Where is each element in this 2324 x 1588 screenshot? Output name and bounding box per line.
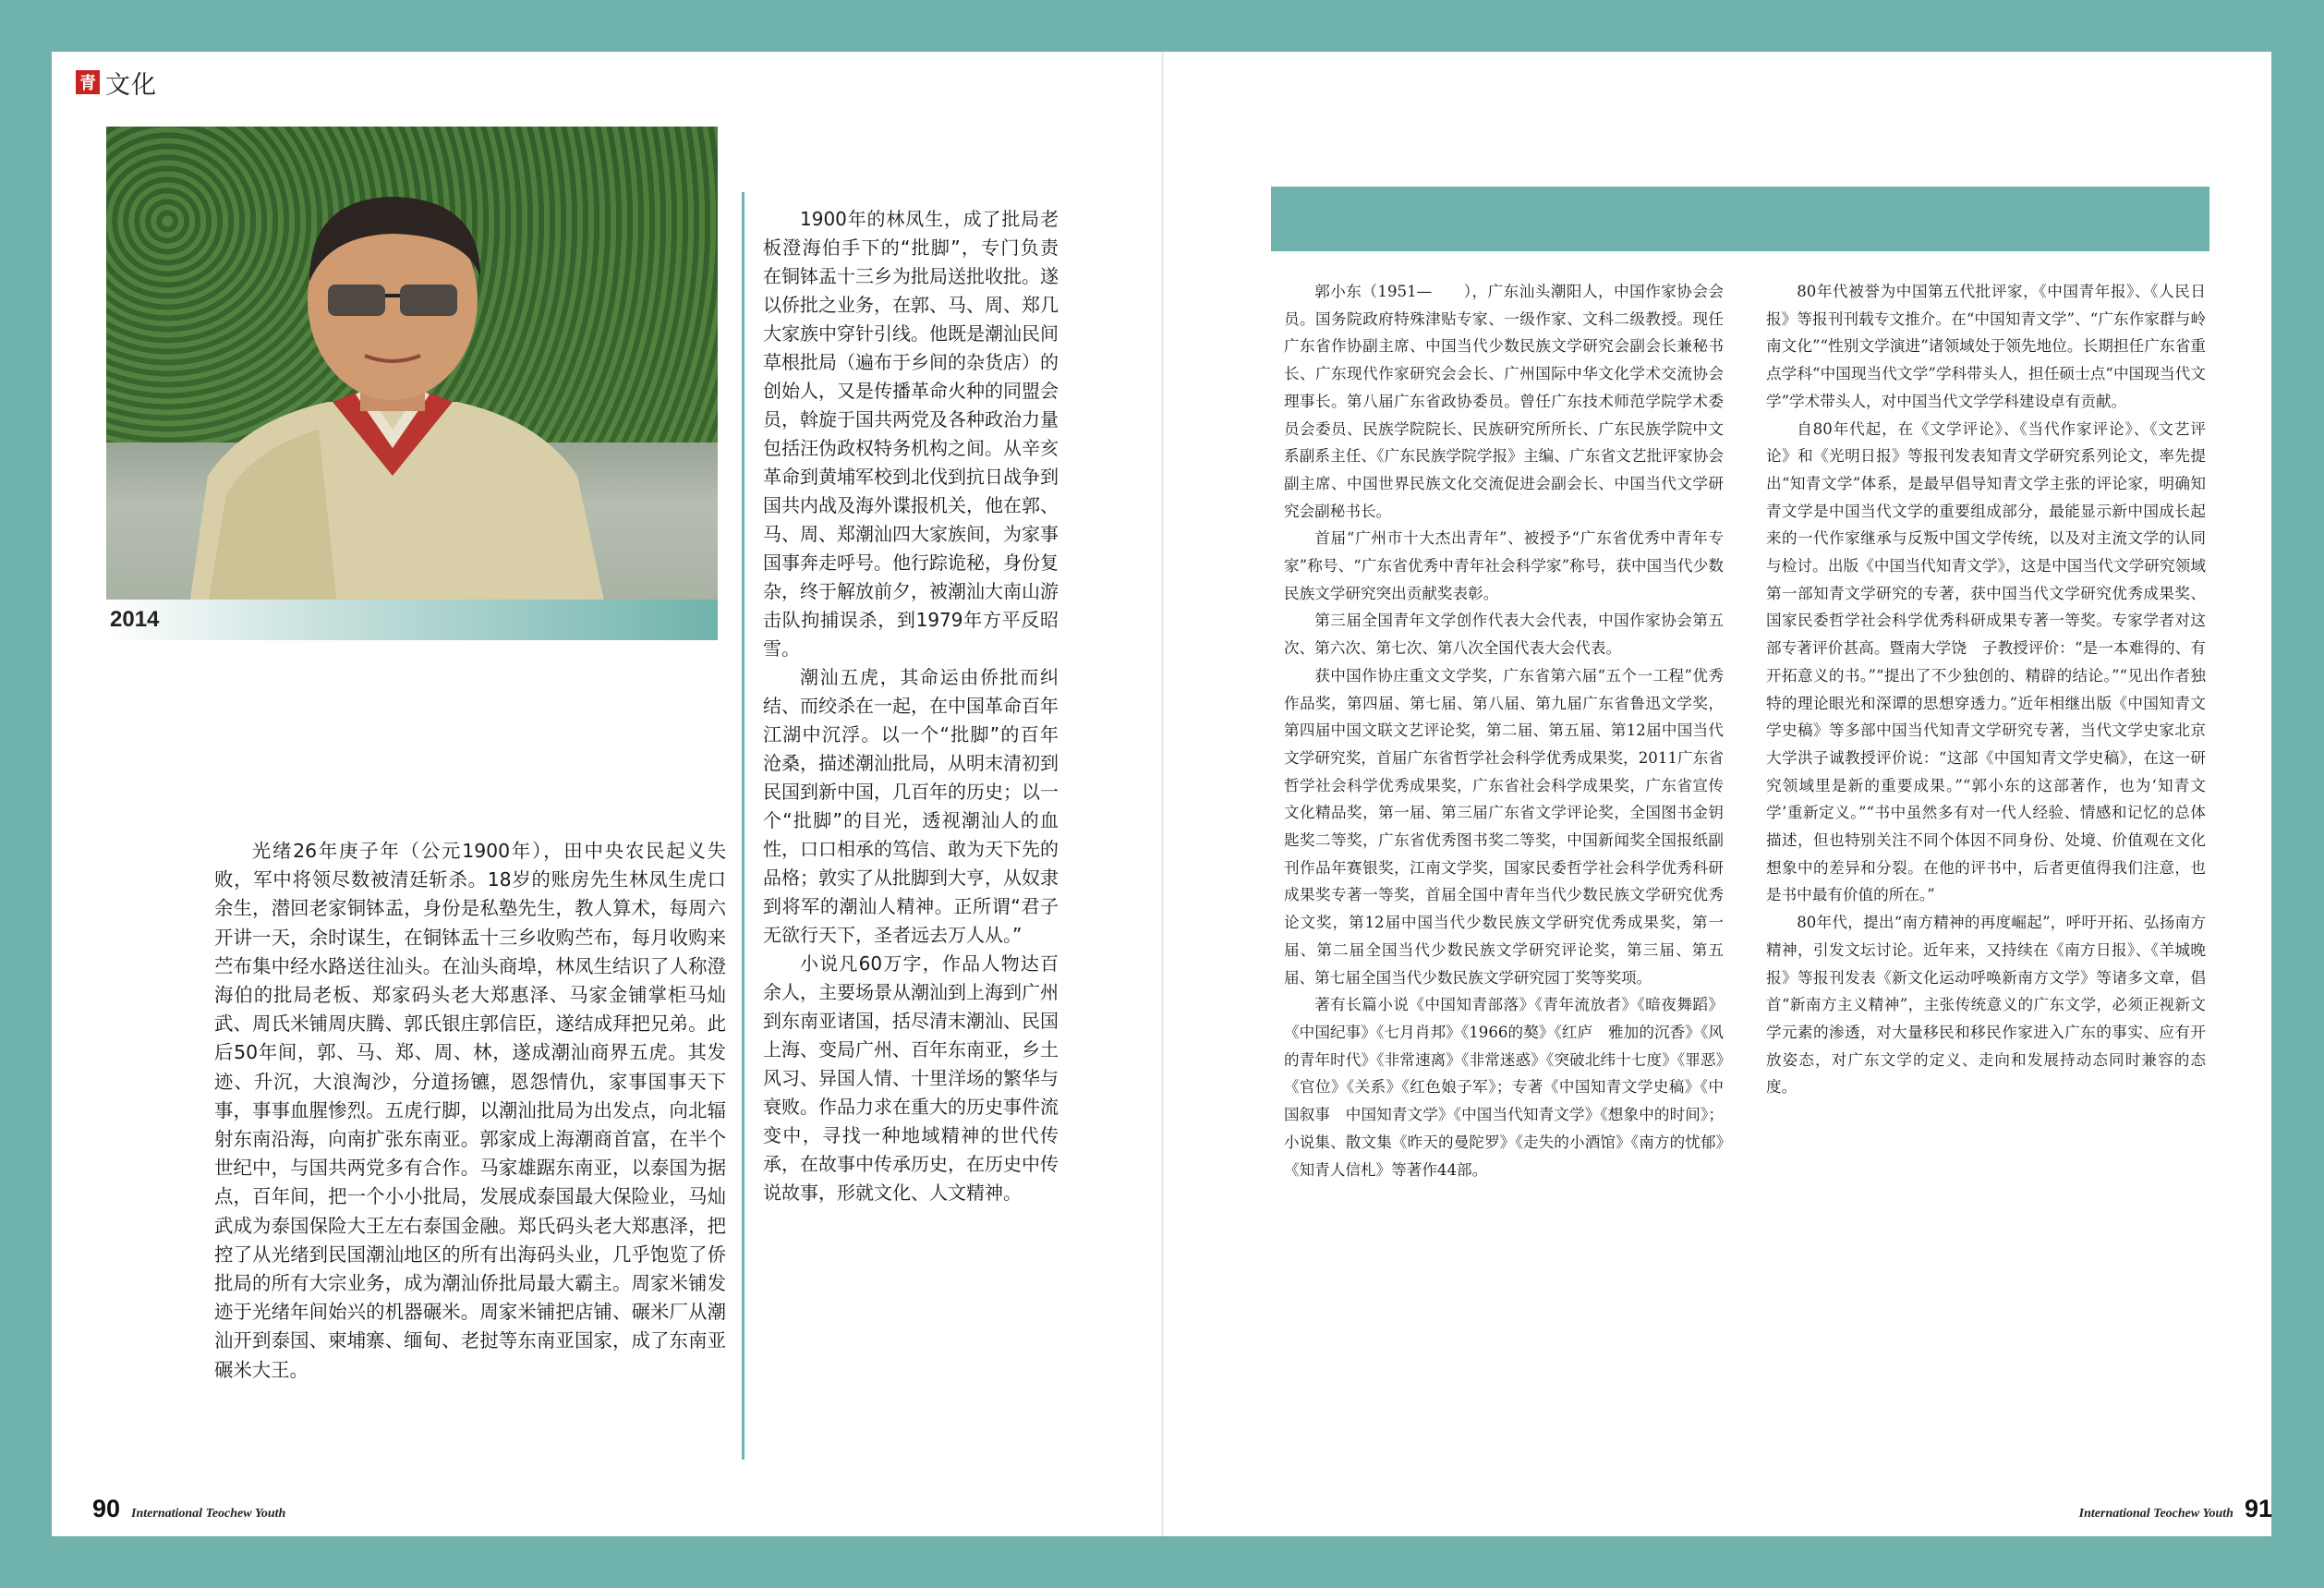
paragraph: 80年代，提出“南方精神的再度崛起”，呼吁开拓、弘扬南方精神，引发文坛讨论。近年来，又持续在《南方日报》、《羊城晚报》等报刊发表《新文化运动呼唤新南方文学》等诸多文章，倡首“新南方主义精神”，主张传统意义的广东文学，必须正视新文学元素的渗透，对大量移民和移民作家进入广东的事实、应有开放姿态，对广东文学的定义、走向和发展持动态同时兼容的态度。 [1766,914,2206,1097]
paragraph: 第三届全国青年文学创作代表大会代表，中国作家协会第五次、第六次、第七次、第八次全国代表大会代表。 [1284,612,1724,658]
paragraph: 著有长篇小说《中国知青部落》《青年流放者》《暗夜舞蹈》《中国纪事》《七月肖邦》《1966的獒》《红庐 雅加的沉香》《风的青年时代》《非常速离》《非常迷惑》《突破北纬十七度》《罪恶》《官位》《关系》《红色娘子军》；专著《中国知青文学史稿》《中国叙事 中国知青文学》《中国当代知青文学》《想象中的时间》；小说集、散文集《昨天的曼陀罗》《走失的小酒馆》《南方的忧郁》《知青人信札》等著作44部。 [1284,996,1724,1179]
right-column-d [1766,278,2206,1101]
section-title: 文化 [105,70,157,100]
page-spine [1161,52,1164,1536]
author-portrait [106,127,718,600]
paragraph: 首届“广州市十大杰出青年”、被授予“广东省优秀中青年专家”称号、“广东省优秀中青年社会科学家”称号，获中国当代少数民族文学研究突出贡献奖表彰。 [1284,529,1724,602]
page-number-left: 90 [92,1495,121,1522]
paragraph: 1900年的林凤生，成了批局老板澄海伯手下的“批脚”，专门负责在铜钵盂十三乡为批局送批收批。遂以侨批之业务，在郭、马、周、郑几大家族中穿针引线。他既是潮汕民间草根批局（遍布于乡间的杂货店）的创始人，又是传播革命火种的同盟会员，斡旋于国共两党及各种政治力量包括汪伪政权特务机构之间。从辛亥革命到黄埔军校到北伐到抗日战争到国共内战及海外谍报机关，他在郭、马、周、郑潮汕四大家族间，为家事国事奔走呼号。他行踪诡秘，身份复杂，终于解放前夕，被潮汕大南山游击队拘捕误杀，到1979年方平反昭雪。 [763,208,1059,660]
portrait-figure [171,171,614,600]
magazine-name-left: International Teochew Youth [131,1507,286,1521]
paragraph: 80年代被誉为中国第五代批评家，《中国青年报》、《人民日报》等报刊刊载专文推介。在“中国知青文学”、“广东作家群与岭南文化”“性别文学演进”诸领域处于领先地位。长期担任广东省重点学科“中国现当代文学”学科带头人，担任硕士点“中国现当代文学”学术带头人，对中国当代文学学科建设卓有贡献。 [1766,283,2206,410]
paragraph: 自80年代起，在《文学评论》、《当代作家评论》、《文艺评论》和《光明日报》等报刊发表知青文学研究系列论文，率先提出“知青文学”体系，是最早倡导知青文学主张的评论家，明确知青文学是中国当代文学的重要组成部分，最能显示新中国成长起来的一代作家继承与反叛中国文学传统，以及对主流文学的认同与检讨。出版《中国当代知青文学》，这是中国当代文学研究领域第一部知青文学研究的专著，获中国当代文学研究优秀成果奖、国家民委哲学社会科学优秀科研成果专著一等奖。专家学者对这部专著评价甚高。暨南大学饶 子教授评价：“是一本难得的、有开拓意义的书。”“提出了不少独创的、精辟的结论。”“见出作者独特的理论眼光和深谭的思想穿透力。”近年相继出版《中国知青文学史稿》等多部中国当代知青文学研究专著，当代文学史家北京大学洪子诚教授评价说：“这部《中国知青文学史稿》，在这一研究领域里是新的重要成果。”“郭小东的这部著作，也为‘知青文学’重新定义。”“书中虽然多有对一代人经验、情感和记忆的总体描述，但也特别关注不同个体因不同身份、处境、价值观在文化想象中的差异和分裂。在他的评书中，后者更值得我们注意，也是书中最有价值的所在。” [1766,419,2206,904]
year-caption-bar [106,600,718,640]
footer-left [92,1495,285,1523]
paragraph: 小说凡60万字，作品人物达百余人，主要场景从潮汕到上海到广州到东南亚诸国，括尽清末潮汕、民国上海、变局广州、百年东南亚，乡土风习、异国人情、十里洋场的繁华与衰败。作品力求在重大的历史事件流变中，寻找一种地域精神的世代传承，在故事中传承历史，在历史中传说故事，形就文化、人文精神。 [763,952,1059,1204]
magazine-name-right: International Teochew Youth [2078,1507,2233,1521]
paragraph: 获中国作协庄重文文学奖，广东省第六届“五个一工程”优秀作品奖，第四届、第七届、第八届、第九届广东省鲁迅文学奖，第四届中国文联文艺评论奖，第二届、第五届、第12届中国当代文学研究奖，首届广东省哲学社会科学优秀成果奖，2011广东省哲学社会科学优秀成果奖，广东省社会科学成果奖，广东省宣传文化精品奖，第一届、第三届广东省文学评论奖，全国图书金钥匙奖二等奖，广东省优秀图书奖二等奖，中国新闻奖全国报纸副刊作品年赛银奖，江南文学奖，国家民委哲学社会科学优秀科研成果奖专著一等奖，首届全国中青年当代少数民族文学研究优秀论文奖，第12届中国当代少数民族文学研究优秀成果奖，第一届、第二届全国当代少数民族文学研究评论奖，第三届、第五届、第七届全国当代少数民族文学研究园丁奖等奖项。 [1284,666,1724,987]
right-page-banner [1271,187,2209,251]
magazine-logo-icon: 青 [76,70,100,94]
page-number-right: 91 [2244,1495,2272,1522]
column-divider [742,192,744,1460]
section-header [76,67,157,98]
paragraph: 郭小东（1951— ），广东汕头潮阳人，中国作家协会会员。国务院政府特殊津贴专家、一级作家、文科二级教授。现任广东省作协副主席、中国当代少数民族文学研究会副会长兼秘书长、广东现代作家研究会会长、广州国际中华文化学术交流协会理事长。第八届广东省政协委员。曾任广东技术师范学院学术委员会委员、民族学院院长、民族研究所所长、广东民族学院中文系副系主任、《广东民族学院学报》主编、广东省文艺批评家协会副主席、中国世界民族文化交流促进会副会长、中国当代文学研究会副秘书长。 [1284,283,1724,520]
footer-right [2079,1495,2272,1523]
photo-year: 2014 [110,607,160,632]
right-column-c [1284,278,1724,1183]
left-column-a [214,837,726,1385]
left-column-b [763,205,1059,1207]
paragraph: 潮汕五虎，其命运由侨批而纠结、而绞杀在一起，在中国革命百年江湖中沉浮。以一个“批脚”的百年沧桑，描述潮汕批局，从明末清初到民国到新中国，几百年的历史；以一个“批脚”的目光，透视潮汕人的血性，口口相承的笃信、敢为天下先的品格；敦实了从批脚到大亨，从奴隶到将军的潮汕人精神。正所谓“君子无欲行天下，圣者远去万人从。” [763,666,1059,946]
paragraph: 光绪26年庚子年（公元1900年），田中央农民起义失败，军中将领尽数被清廷斩杀。18岁的账房先生林凤生虎口余生，潜回老家铜钵盂，身份是私塾先生，教人算术，每周六开讲一天，余时谋生，在铜钵盂十三乡收购苎布，每月收购来苎布集中经水路送往汕头。在汕头商埠，林凤生结识了人称澄海伯的批局老板、郑家码头老大郑惠泽、马家金铺掌柜马灿武、周氏米铺周庆腾、郭氏银庄郭信臣，遂结成拜把兄弟。此后50年间，郭、马、郑、周、林，遂成潮汕商界五虎。其发迹、升沉，大浪淘沙，分道扬镳，恩怨情仇，家事国事天下事，事事血腥惨烈。五虎行脚，以潮汕批局为出发点，向北辐射东南沿海，向南扩张东南亚。郭家成上海潮商首富，在半个世纪中，与国共两党多有合作。马家雄踞东南亚，以泰国为据点，百年间，把一个小小批局，发展成泰国最大保险业，马灿武成为泰国保险大王左右泰国金融。郑氏码头老大郑惠泽，把控了从光绪到民国潮汕地区的所有出海码头业，几乎饱览了侨批局的所有大宗业务，成为潮汕侨批局最大霸主。周家米铺发迹于光绪年间始兴的机器碾米。周家米铺把店铺、碾米厂从潮汕开到泰国、柬埔寨、缅甸、老挝等东南亚国家，成了东南亚碾米大王。 [214,840,726,1381]
